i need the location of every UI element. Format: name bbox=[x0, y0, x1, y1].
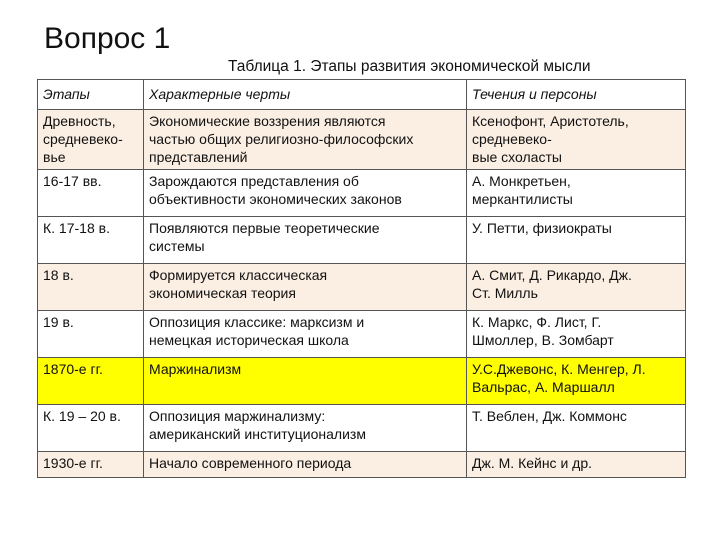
features-cell: Маржинализм bbox=[144, 358, 467, 405]
stage-cell: 1930-е гг. bbox=[38, 452, 144, 478]
header-people: Течения и персоны bbox=[467, 80, 686, 110]
stage-cell: 19 в. bbox=[38, 311, 144, 358]
slide-title: Вопрос 1 bbox=[44, 22, 171, 55]
economic-thought-stages-table bbox=[37, 79, 686, 478]
people-cell: Ксенофонт, Аристотель, средневеко- вые схоласты bbox=[467, 110, 686, 170]
features-cell: Появляются первые теоретические системы bbox=[144, 217, 467, 264]
table-row bbox=[38, 110, 686, 170]
people-cell: Т. Веблен, Дж. Коммонс bbox=[467, 405, 686, 452]
people-cell: А. Смит, Д. Рикардо, Дж. Ст. Милль bbox=[467, 264, 686, 311]
stage-cell: 16-17 вв. bbox=[38, 170, 144, 217]
people-cell: А. Монкретьен, меркантилисты bbox=[467, 170, 686, 217]
header-features: Характерные черты bbox=[144, 80, 467, 110]
people-cell: У. Петти, физиократы bbox=[467, 217, 686, 264]
table-caption: Таблица 1. Этапы развития экономической мысли bbox=[228, 58, 591, 75]
people-cell: У.С.Джевонс, К. Менгер, Л. Вальрас, А. Маршалл bbox=[467, 358, 686, 405]
features-cell: Оппозиция классике: марксизм и немецкая историческая школа bbox=[144, 311, 467, 358]
stage-cell: Древность, средневеко- вье bbox=[38, 110, 144, 170]
header-stage: Этапы bbox=[38, 80, 144, 110]
table-row bbox=[38, 170, 686, 217]
stage-cell: К. 19 – 20 в. bbox=[38, 405, 144, 452]
people-cell: Дж. М. Кейнс и др. bbox=[467, 452, 686, 478]
table-row bbox=[38, 452, 686, 478]
features-cell: Начало современного периода bbox=[144, 452, 467, 478]
features-cell: Зарождаются представления об объективности экономических законов bbox=[144, 170, 467, 217]
table-row bbox=[38, 217, 686, 264]
features-cell: Формируется классическая экономическая теория bbox=[144, 264, 467, 311]
table-row bbox=[38, 311, 686, 358]
table-row bbox=[38, 405, 686, 452]
table-row bbox=[38, 264, 686, 311]
stage-cell: 1870-е гг. bbox=[38, 358, 144, 405]
people-cell: К. Маркс, Ф. Лист, Г. Шмоллер, В. Зомбарт bbox=[467, 311, 686, 358]
features-cell: Экономические воззрения являются частью общих религиозно-философских представлений bbox=[144, 110, 467, 170]
stage-cell: 18 в. bbox=[38, 264, 144, 311]
stage-cell: К. 17-18 в. bbox=[38, 217, 144, 264]
features-cell: Оппозиция маржинализму: американский институционализм bbox=[144, 405, 467, 452]
table-header-row bbox=[38, 80, 686, 110]
table-row-highlighted bbox=[38, 358, 686, 405]
